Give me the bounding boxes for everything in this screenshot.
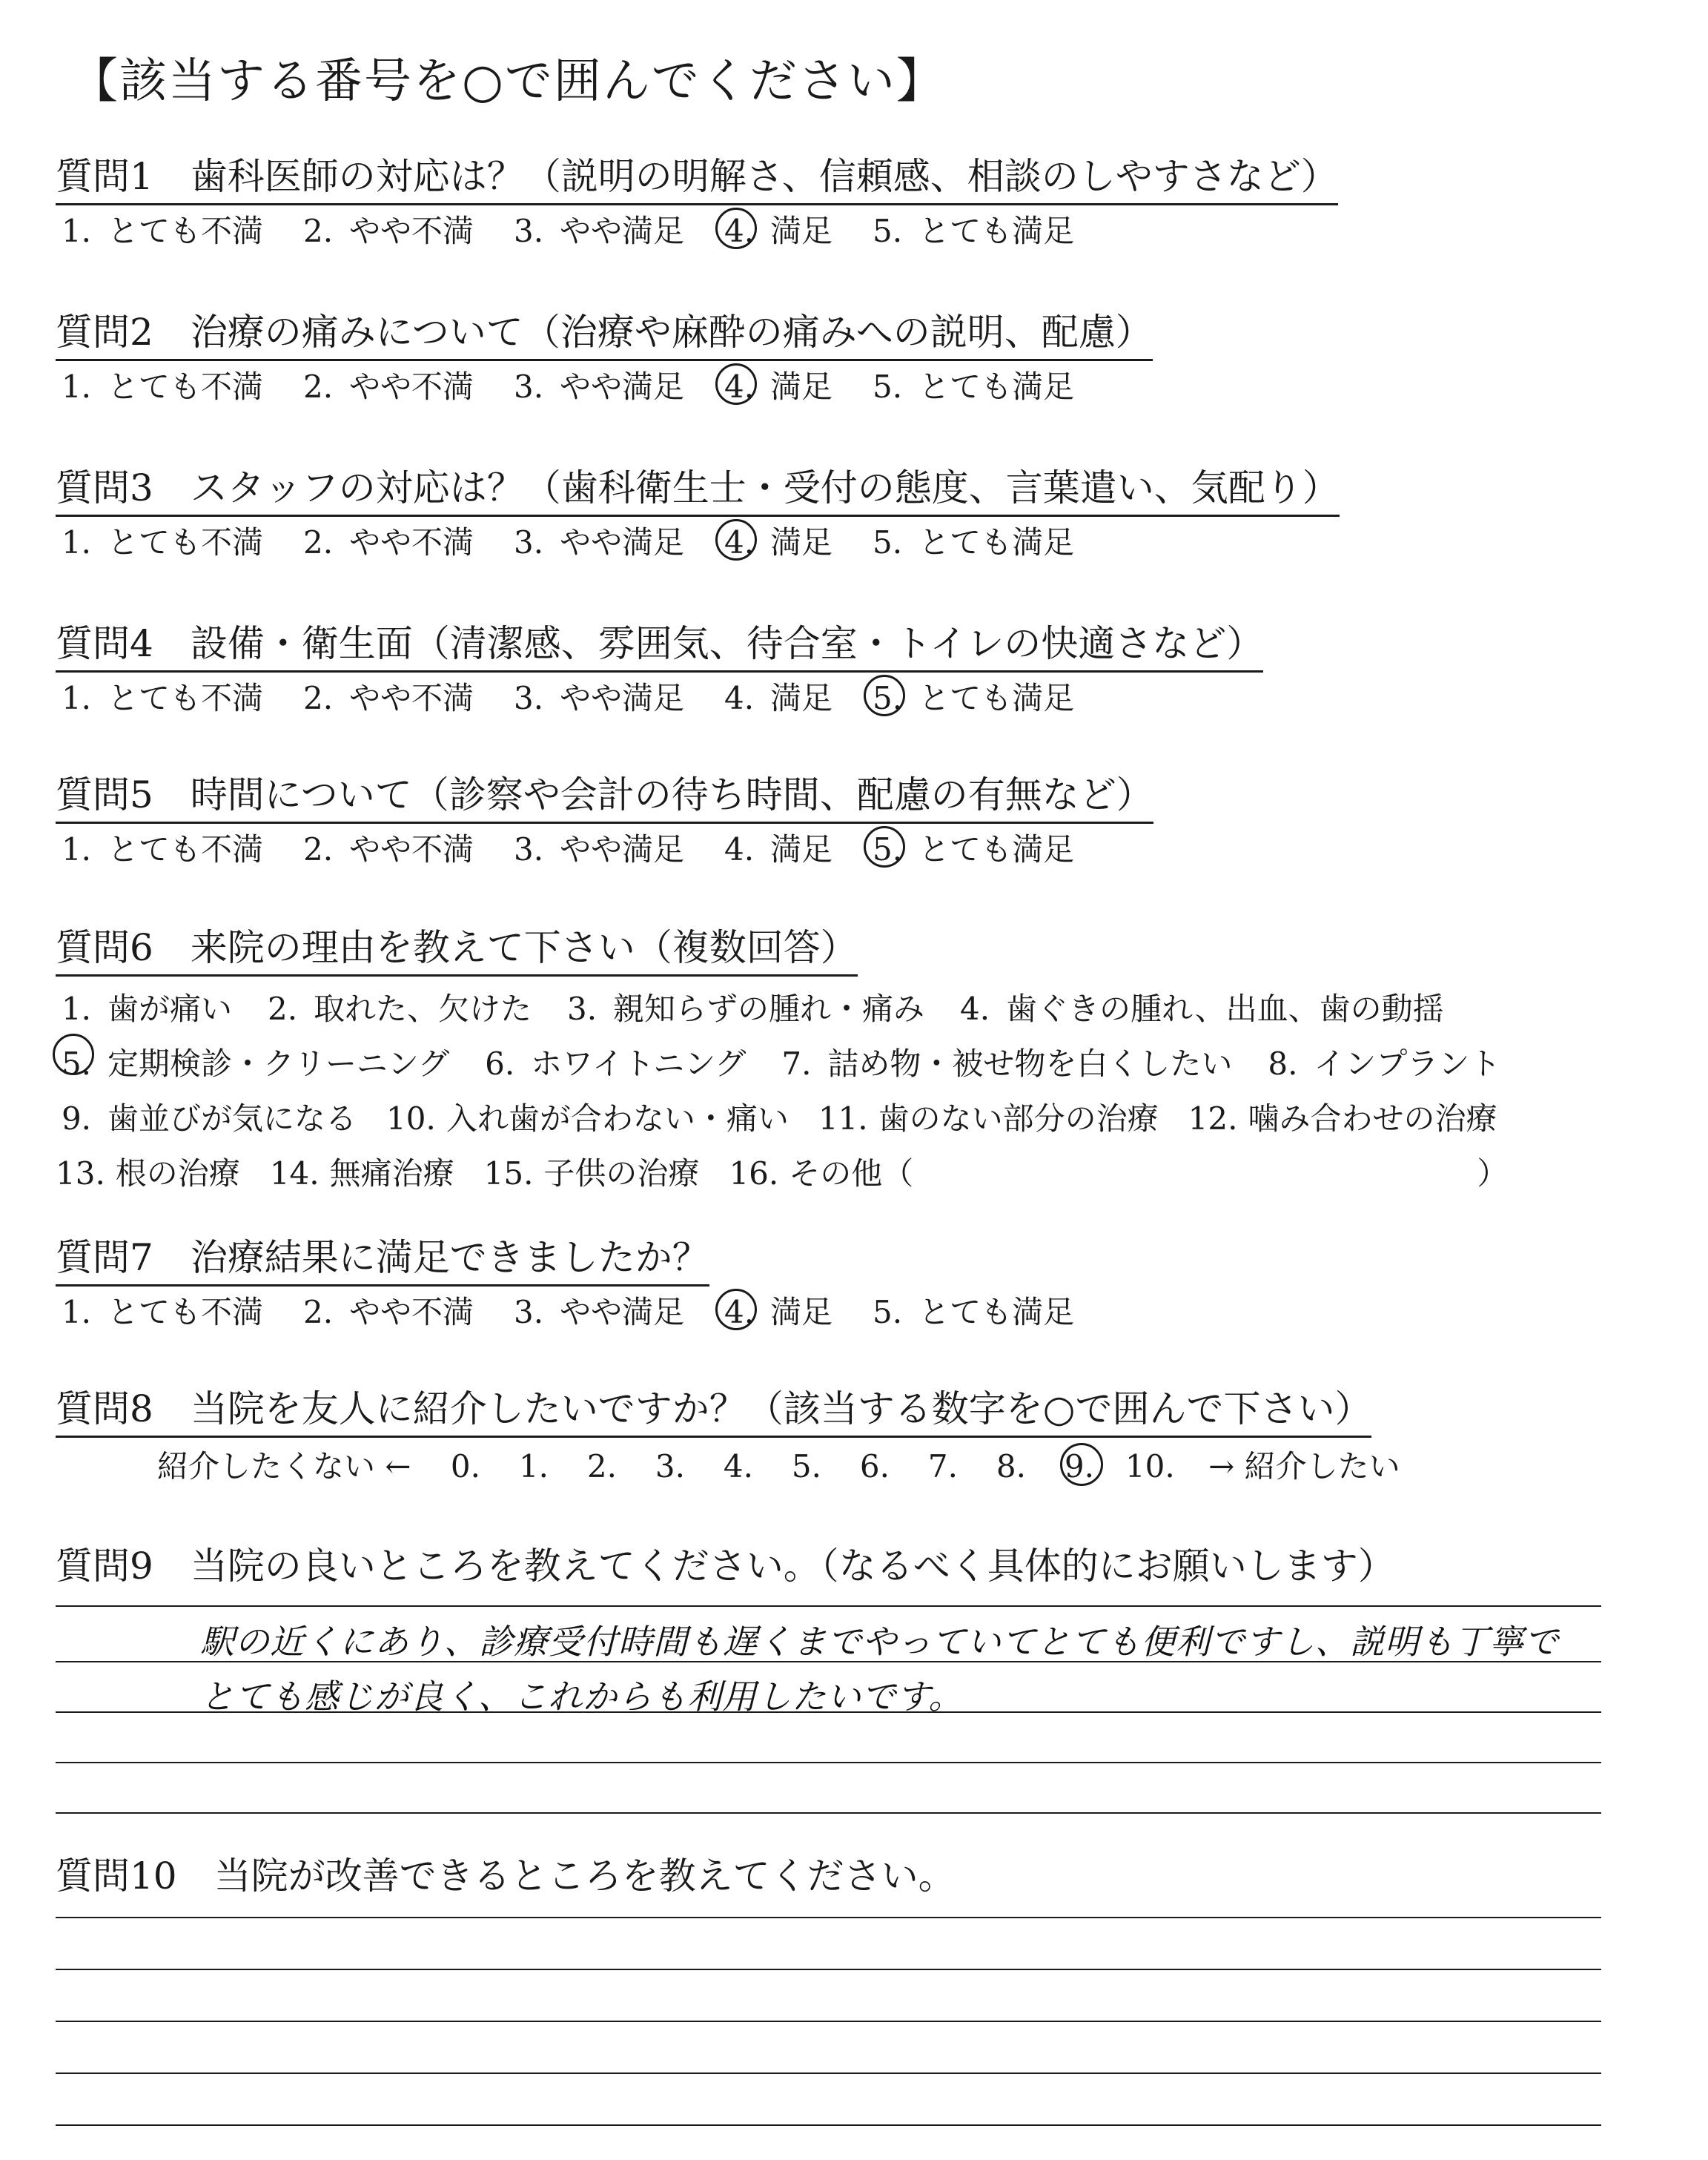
option-label: 取れた、欠けた bbox=[314, 991, 532, 1027]
option-3[interactable] bbox=[508, 522, 684, 564]
option-number: 2. bbox=[267, 991, 298, 1027]
option-number: 5. bbox=[873, 1294, 903, 1330]
answer-line[interactable] bbox=[56, 1812, 1601, 1814]
scale-option-8[interactable]: 8. bbox=[996, 1448, 1026, 1484]
option-label: 根の治療 bbox=[115, 1155, 240, 1192]
option-number: 7. bbox=[781, 1046, 812, 1082]
question-6-heading bbox=[56, 925, 858, 977]
option-label: とても満足 bbox=[918, 524, 1075, 561]
option-2[interactable] bbox=[297, 211, 474, 252]
option-number: 16. bbox=[729, 1155, 779, 1192]
option-2[interactable] bbox=[297, 678, 474, 719]
option-number: 3. bbox=[513, 524, 544, 561]
question-text: 治療の痛みについて（治療や麻酔の痛みへの説明、配慮） bbox=[190, 311, 1153, 354]
option-label: 無痛治療 bbox=[329, 1155, 454, 1192]
scale-option-3[interactable]: 3. bbox=[655, 1448, 685, 1484]
question-1-options bbox=[56, 211, 1108, 252]
question-number: 質問2 bbox=[56, 311, 153, 354]
option-number: 2. bbox=[302, 369, 334, 405]
option-6[interactable] bbox=[479, 1037, 746, 1091]
question-number: 質問5 bbox=[56, 773, 153, 816]
option-label: とても満足 bbox=[918, 680, 1075, 716]
option-1[interactable] bbox=[56, 829, 263, 871]
option-row bbox=[56, 1037, 1530, 1091]
scale-option-9[interactable]: 9. bbox=[1057, 1446, 1102, 1487]
scale-option-1[interactable]: 1. bbox=[518, 1448, 549, 1484]
question-number: 質問10 bbox=[56, 1855, 177, 1898]
option-label: やや満足 bbox=[560, 524, 685, 561]
option-number: 1. bbox=[61, 1294, 92, 1330]
option-label: やや不満 bbox=[349, 213, 474, 249]
option-label: 歯ぐきの腫れ、出血、歯の動揺 bbox=[1006, 991, 1444, 1027]
question-text: 歯科医師の対応は？（説明の明解さ、信頼感、相談のしやすさなど） bbox=[190, 155, 1338, 198]
scale-left-label: 紹介したくない ← bbox=[157, 1448, 411, 1484]
answer-line[interactable] bbox=[56, 2073, 1601, 2074]
option-5[interactable] bbox=[867, 1292, 1074, 1333]
answer-line[interactable] bbox=[56, 1917, 1601, 1918]
option-label: やや満足 bbox=[560, 369, 685, 405]
option-3[interactable] bbox=[508, 678, 684, 719]
scale-option-0[interactable]: 0. bbox=[450, 1448, 480, 1484]
option-14[interactable] bbox=[270, 1146, 454, 1201]
question-2-options bbox=[56, 366, 1108, 408]
option-1[interactable] bbox=[56, 522, 263, 564]
option-label: やや不満 bbox=[349, 680, 474, 716]
option-4[interactable] bbox=[718, 1292, 833, 1333]
answer-line[interactable] bbox=[56, 2021, 1601, 2022]
option-number: 1. bbox=[61, 369, 92, 405]
option-2[interactable] bbox=[262, 982, 532, 1037]
option-4[interactable] bbox=[718, 678, 833, 719]
option-number: 4. bbox=[724, 680, 755, 716]
answer-line[interactable] bbox=[56, 1762, 1601, 1763]
answer-line[interactable] bbox=[56, 1711, 1601, 1713]
question-text: 当院の良いところを教えてください。（なるべく具体的にお願いします） bbox=[190, 1545, 1395, 1588]
option-label: インプラント bbox=[1314, 1046, 1501, 1082]
option-label: とても満足 bbox=[918, 369, 1075, 405]
option-number: 2. bbox=[302, 1294, 334, 1330]
option-number: 6. bbox=[485, 1046, 515, 1082]
scale-option-2[interactable]: 2. bbox=[586, 1448, 617, 1484]
option-label: やや不満 bbox=[349, 369, 474, 405]
question-number: 質問6 bbox=[56, 926, 153, 969]
question-7-heading bbox=[56, 1235, 709, 1287]
option-4[interactable] bbox=[954, 982, 1444, 1037]
option-label: 子供の治療 bbox=[543, 1155, 700, 1192]
option-10[interactable] bbox=[386, 1091, 789, 1146]
option-3[interactable] bbox=[508, 211, 684, 252]
option-row bbox=[56, 1146, 1530, 1201]
handwritten-answer-line-2: とても感じが良く、これからも利用したいです。 bbox=[200, 1677, 964, 1717]
option-1[interactable] bbox=[56, 982, 232, 1037]
option-number: 3. bbox=[513, 831, 544, 868]
option-15[interactable] bbox=[484, 1146, 700, 1201]
option-5[interactable] bbox=[867, 366, 1074, 408]
question-text: 当院を友人に紹介したいですか？（該当する数字を○で囲んで下さい） bbox=[190, 1387, 1372, 1430]
answer-line[interactable] bbox=[56, 1605, 1601, 1607]
answer-line[interactable] bbox=[56, 1661, 1601, 1662]
form-title: 【該当する番号を○で囲んでください】 bbox=[70, 54, 945, 109]
option-label: やや満足 bbox=[560, 831, 685, 868]
question-number: 質問9 bbox=[56, 1545, 153, 1588]
option-label: やや満足 bbox=[560, 213, 685, 249]
option-number: 3. bbox=[513, 369, 544, 405]
option-label: 入れ歯が合わない・痛い bbox=[446, 1100, 789, 1137]
question-7-options bbox=[56, 1292, 1108, 1333]
option-number: 5. bbox=[56, 1037, 97, 1091]
question-9-heading bbox=[56, 1544, 1395, 1593]
option-number: 5. bbox=[873, 369, 903, 405]
option-row bbox=[56, 982, 1530, 1037]
option-11[interactable] bbox=[818, 1091, 1159, 1146]
option-label: 親知らずの腫れ・痛み bbox=[613, 991, 925, 1027]
scale-option-4[interactable]: 4. bbox=[723, 1448, 753, 1484]
scale-option-6[interactable]: 6. bbox=[859, 1448, 890, 1484]
scale-right-label: → 紹介したい bbox=[1208, 1448, 1400, 1484]
question-4-options bbox=[56, 678, 1108, 719]
question-number: 質問1 bbox=[56, 155, 153, 198]
question-number: 質問8 bbox=[56, 1387, 153, 1430]
question-6-options bbox=[56, 982, 1530, 1201]
option-label: 満足 bbox=[770, 1294, 833, 1330]
option-1[interactable] bbox=[56, 678, 263, 719]
option-label: 満足 bbox=[770, 680, 833, 716]
option-label: 満足 bbox=[770, 213, 833, 249]
option-number: 2. bbox=[302, 524, 334, 561]
option-number: 5. bbox=[867, 829, 908, 871]
option-number: 12. bbox=[1188, 1100, 1238, 1137]
scale-option-5[interactable]: 5. bbox=[791, 1448, 821, 1484]
question-text: スタッフの対応は？（歯科衛生士・受付の態度、言葉遣い、気配り） bbox=[190, 466, 1340, 509]
question-5-options bbox=[56, 829, 1108, 871]
option-number: 2. bbox=[302, 831, 334, 868]
option-number: 9. bbox=[61, 1100, 92, 1137]
option-label: 満足 bbox=[770, 831, 833, 868]
option-number: 2. bbox=[302, 213, 334, 249]
option-row bbox=[56, 1091, 1530, 1146]
option-5[interactable] bbox=[867, 829, 1074, 871]
question-number: 質問3 bbox=[56, 466, 153, 509]
option-number: 1. bbox=[61, 524, 92, 561]
close-paren: ） bbox=[1477, 1155, 1509, 1192]
option-number: 1. bbox=[61, 213, 92, 249]
option-label: 歯並びが気になる bbox=[107, 1100, 357, 1137]
option-label: 詰め物・被せ物を白くしたい bbox=[827, 1046, 1233, 1082]
option-5[interactable] bbox=[867, 678, 1074, 719]
option-label: やや不満 bbox=[349, 831, 474, 868]
option-4[interactable] bbox=[718, 211, 833, 252]
option-number: 3. bbox=[513, 213, 544, 249]
option-label: とても不満 bbox=[107, 213, 264, 249]
option-label: 噛み合わせの治療 bbox=[1248, 1100, 1497, 1137]
option-2[interactable] bbox=[297, 1292, 474, 1333]
option-8[interactable] bbox=[1262, 1037, 1500, 1091]
question-4-heading bbox=[56, 621, 1263, 673]
question-text: 来院の理由を教えて下さい（複数回答） bbox=[190, 926, 858, 969]
option-number: 4. bbox=[724, 831, 755, 868]
option-number: 4. bbox=[718, 211, 760, 252]
option-label: その他（ bbox=[789, 1155, 914, 1192]
option-label: 満足 bbox=[770, 369, 833, 405]
option-number: 13. bbox=[56, 1155, 105, 1192]
question-2-heading bbox=[56, 310, 1153, 361]
option-number: 2. bbox=[302, 680, 334, 716]
option-label: 歯のない部分の治療 bbox=[878, 1100, 1159, 1137]
option-5[interactable] bbox=[867, 211, 1074, 252]
option-4[interactable] bbox=[718, 366, 833, 408]
option-number: 10. bbox=[386, 1100, 436, 1137]
option-label: とても不満 bbox=[107, 524, 264, 561]
option-label: とても不満 bbox=[107, 369, 264, 405]
option-label: ホワイトニング bbox=[531, 1046, 747, 1082]
question-text: 時間について（診察や会計の待ち時間、配慮の有無など） bbox=[190, 773, 1153, 816]
question-5-heading bbox=[56, 773, 1153, 824]
question-3-options bbox=[56, 522, 1108, 564]
question-text: 治療結果に満足できましたか？ bbox=[190, 1236, 709, 1279]
option-number: 1. bbox=[61, 991, 92, 1027]
option-1[interactable] bbox=[56, 211, 263, 252]
option-4[interactable] bbox=[718, 829, 833, 871]
option-label: とても不満 bbox=[107, 680, 264, 716]
scale-option-7[interactable]: 7. bbox=[927, 1448, 958, 1484]
option-number: 3. bbox=[513, 1294, 544, 1330]
option-12[interactable] bbox=[1188, 1091, 1497, 1146]
question-text: 設備・衛生面（清潔感、雰囲気、待合室・トイレの快適さなど） bbox=[190, 622, 1264, 665]
question-1-heading bbox=[56, 154, 1338, 205]
answer-line[interactable] bbox=[56, 2124, 1601, 2126]
question-text: 当院が改善できるところを教えてください。 bbox=[214, 1855, 956, 1898]
option-label: とても満足 bbox=[918, 1294, 1075, 1330]
option-label: とても不満 bbox=[107, 831, 264, 868]
option-label: やや満足 bbox=[560, 680, 685, 716]
option-number: 5. bbox=[867, 678, 908, 719]
recommend-scale bbox=[157, 1446, 1400, 1487]
option-label: 満足 bbox=[770, 524, 833, 561]
option-5[interactable] bbox=[867, 522, 1074, 564]
option-3[interactable] bbox=[508, 366, 684, 408]
option-label: 定期検診・クリーニング bbox=[107, 1046, 450, 1082]
option-number: 4. bbox=[960, 991, 990, 1027]
option-number: 3. bbox=[513, 680, 544, 716]
option-label: 歯が痛い bbox=[107, 991, 233, 1027]
option-number: 8. bbox=[1268, 1046, 1298, 1082]
option-number: 11. bbox=[818, 1100, 868, 1137]
option-2[interactable] bbox=[297, 366, 474, 408]
option-number: 5. bbox=[873, 524, 903, 561]
question-number: 質問4 bbox=[56, 622, 153, 665]
question-3-heading bbox=[56, 466, 1340, 517]
option-label: とても不満 bbox=[107, 1294, 264, 1330]
option-13[interactable] bbox=[56, 1146, 240, 1201]
option-1[interactable] bbox=[56, 1292, 263, 1333]
option-label: やや満足 bbox=[560, 1294, 685, 1330]
option-2[interactable] bbox=[297, 829, 474, 871]
option-number: 15. bbox=[483, 1155, 534, 1192]
question-8-heading bbox=[56, 1387, 1371, 1438]
option-9[interactable] bbox=[56, 1091, 357, 1146]
option-label: やや不満 bbox=[349, 524, 474, 561]
option-label: やや不満 bbox=[349, 1294, 474, 1330]
option-7[interactable] bbox=[775, 1037, 1232, 1091]
handwritten-answer-line-1: 駅の近くにあり、診療受付時間も遅くまでやっていてとても便利ですし、説明も丁寧で bbox=[200, 1622, 1559, 1662]
option-3[interactable] bbox=[561, 982, 924, 1037]
option-5[interactable] bbox=[56, 1037, 449, 1091]
question-10-heading bbox=[56, 1854, 956, 1903]
answer-line[interactable] bbox=[56, 1969, 1601, 1970]
option-number: 4. bbox=[718, 1292, 760, 1333]
option-number: 5. bbox=[873, 213, 903, 249]
option-16[interactable] bbox=[729, 1146, 913, 1201]
option-number: 3. bbox=[566, 991, 598, 1027]
option-number: 1. bbox=[61, 831, 92, 868]
option-3[interactable] bbox=[508, 1292, 684, 1333]
option-1[interactable] bbox=[56, 366, 263, 408]
option-label: とても満足 bbox=[918, 831, 1075, 868]
option-number: 4. bbox=[718, 522, 760, 564]
option-number: 1. bbox=[61, 680, 92, 716]
option-2[interactable] bbox=[297, 522, 474, 564]
scale-option-10[interactable]: 10. bbox=[1125, 1448, 1175, 1484]
option-number: 4. bbox=[718, 366, 760, 408]
option-3[interactable] bbox=[508, 829, 684, 871]
option-4[interactable] bbox=[718, 522, 833, 564]
question-number: 質問7 bbox=[56, 1236, 153, 1279]
option-label: とても満足 bbox=[918, 213, 1075, 249]
option-number: 14. bbox=[269, 1155, 320, 1192]
